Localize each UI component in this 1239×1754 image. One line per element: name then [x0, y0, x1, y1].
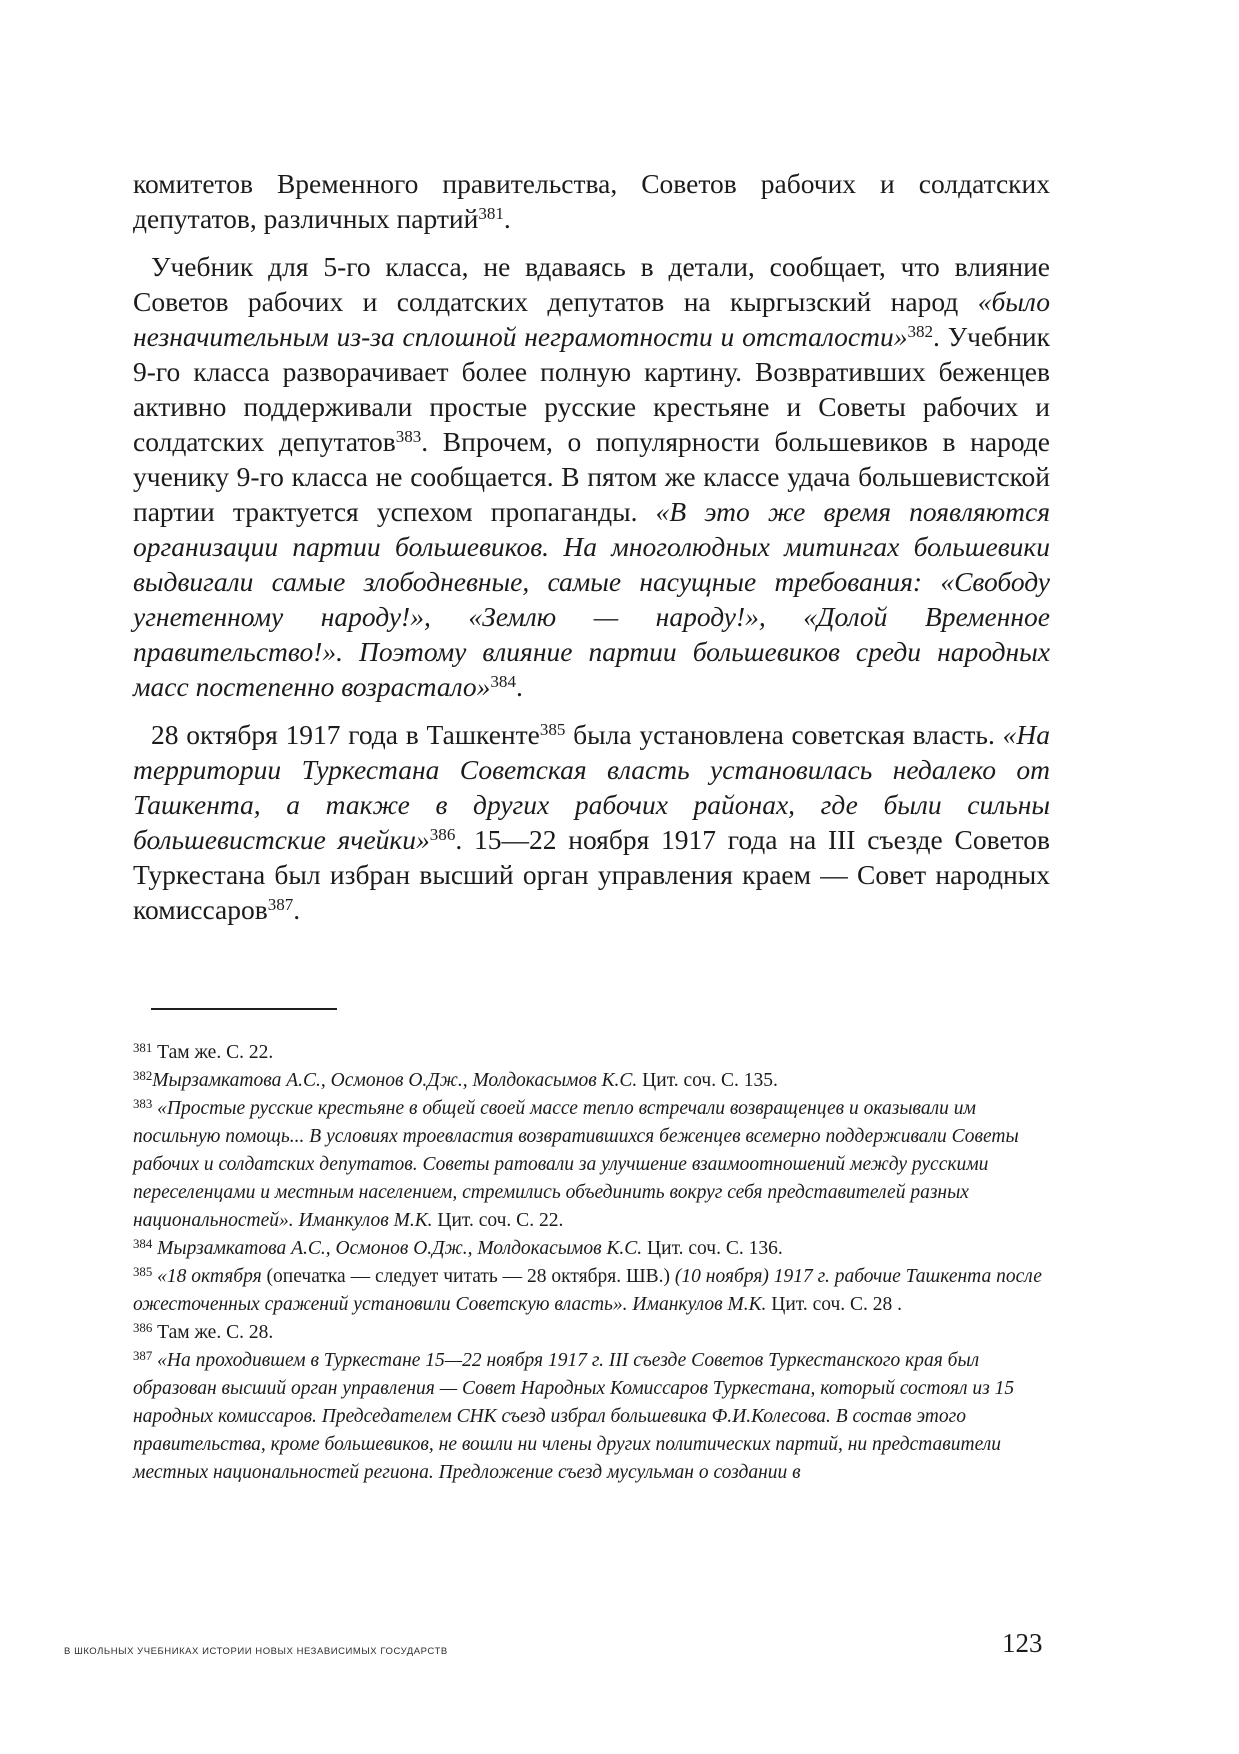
text-segment: 28 октября 1917 года в Ташкенте [151, 719, 540, 750]
text-segment: комитетов Временного правительства, Советов рабочих и солдатских депутатов, различных партий [133, 168, 1050, 234]
footnote-ref: 381 [478, 203, 504, 223]
text-segment: . Впрочем, о популярности большевиков в народе ученику 9-го класса не сообщается. В пятом же классе удача большевистской партии трактуется успехом пропаганды. [133, 426, 1050, 527]
footnote-ref: 383 [133, 1097, 153, 1112]
footnote-ref: 386 [429, 824, 456, 844]
footnote-ref: 387 [267, 894, 294, 914]
footnote [133, 1319, 1050, 1347]
footnote-ref: 386 [133, 1321, 153, 1336]
main-text-column [133, 166, 1050, 940]
footnote [133, 1095, 1050, 1235]
footnote [133, 1263, 1050, 1319]
footnote-ref: 382 [907, 321, 934, 341]
text-segment: Цит. соч. С. 135. [642, 1070, 778, 1091]
footnote-ref: 381 [133, 1041, 153, 1056]
paragraph [133, 166, 1050, 236]
paragraph [133, 717, 1050, 927]
text-segment: . [515, 671, 523, 702]
text-segment: «18 октября [157, 1266, 267, 1287]
footnote-ref: 385 [133, 1265, 153, 1280]
running-footer: В ШКОЛЬНЫХ УЧЕБНИКАХ ИСТОРИИ НОВЫХ НЕЗАВИСИМЫХ ГОСУДАРСТВ [64, 1646, 448, 1657]
text-segment: . [293, 894, 301, 925]
paragraph [133, 249, 1050, 704]
text-segment: «На территории Туркестана Советская власть установилась недалеко от Ташкента, а также в других рабочих районах, где были сильны большевистские ячейки» [133, 719, 1050, 855]
footnote-ref: 384 [133, 1237, 153, 1252]
text-segment: . Учебник 9-го класса разворачивает более полную картину. Возвративших беженцев активно поддерживали простые русские крестьяне и Советы рабочих и солдатских депутатов [133, 321, 1051, 457]
footnotes-block [133, 1039, 1050, 1487]
footnote-ref: 387 [133, 1349, 153, 1364]
footnote-ref: 384 [490, 671, 516, 691]
text-segment: «В это же время появляются организации партии большевиков. На многолюдных митингах большевики выдвигали самые злободневные, самые насущные требования: «Свободу угнетенному народу!», «Землю — народу!», «Долой Временное правительство!». Поэтому влияние партии большевиков среди народных масс постепенно возрастало» [133, 496, 1050, 702]
text-segment: Цит. соч. С. 136. [647, 1238, 783, 1259]
text-segment: Цит. соч. С. 28 . [771, 1294, 903, 1315]
text-segment: «было незначительным из-за сплошной неграмотности и отсталости» [133, 286, 1050, 352]
footnote [133, 1039, 1050, 1067]
footnote [133, 1235, 1050, 1263]
footnote [133, 1347, 1050, 1487]
footnote-ref: 382 [133, 1069, 153, 1084]
text-segment: (10 ноября) 1917 г. рабочие Ташкента после ожесточенных сражений установили Советскую власть». Иманкулов М.К. [133, 1266, 1042, 1315]
page-number: 123 [1002, 1628, 1043, 1658]
text-segment: Мырзамкатова А.С., Осмонов О.Дж., Молдокасымов К.С. [152, 1070, 643, 1091]
text-segment: Мырзамкатова А.С., Осмонов О.Дж., Молдокасымов К.С. [157, 1238, 648, 1259]
footnote-ref: 385 [539, 719, 566, 739]
text-segment: «Простые русские крестьяне в общей своей массе тепло встречали возвращенцев и оказывали им посильную помощь... В условиях троевластия возвратившихся беженцев всемерно поддерживали Советы рабочих и солдатских депутатов. Советы ратовали за улучшение взаимоотношений между русскими переселенцами и местным населением, стремились объединить вокруг себя представителей разных национальностей». Иманкулов М.К. [133, 1098, 1019, 1231]
text-segment: (опечатка — следует читать — 28 октября. ШВ.) [266, 1266, 675, 1287]
text-segment: Там же. С. 28. [152, 1322, 274, 1343]
text-segment: Учебник для 5-го класса, не вдаваясь в детали, сообщает, что влияние Советов рабочих и солдатских депутатов на кыргызский народ [133, 251, 1050, 317]
text-segment: . [503, 203, 511, 234]
text-segment: Там же. С. 22. [152, 1042, 274, 1063]
footnote-ref: 383 [395, 426, 422, 446]
text-segment: . 15—22 ноября 1917 года на III съезде Советов Туркестана был избран высший орган управления краем — Совет народных комиссаров [133, 824, 1050, 925]
footnote [133, 1067, 1050, 1095]
text-segment: «На проходившем в Туркестане 15—22 ноября 1917 г. III съезде Советов Туркестанского края был образован высший орган управления — Совет Народных Комиссаров Туркестана, который состоял из 15 народных комиссаров. Председателем СНК съезд избрал большевика Ф.И.Колесова. В состав этого правительства, кроме большевиков, не вошли ни члены других политических партий, ни представители местных национальностей региона. Предложение съезд мусульман о создании в [133, 1350, 1015, 1483]
text-segment: Цит. соч. С. 22. [437, 1210, 564, 1231]
text-segment: была установлена советская власть. [565, 719, 1003, 750]
footnote-separator [151, 1008, 337, 1010]
